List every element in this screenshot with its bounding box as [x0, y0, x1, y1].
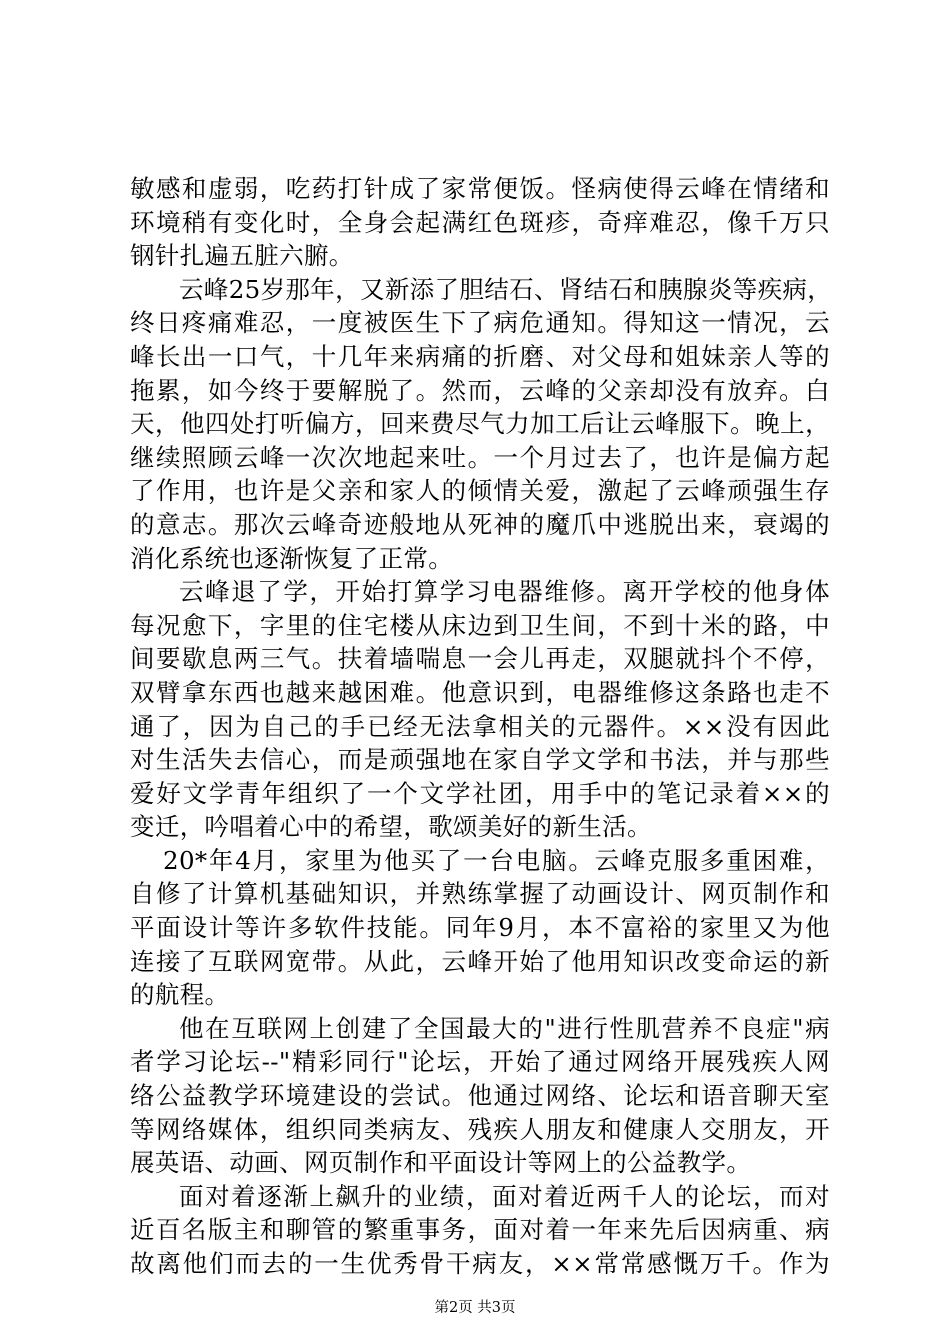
text-line: 消化系统也逐渐恢复了正常。	[130, 543, 454, 573]
text-line: 敏感和虚弱，吃药打针成了家常便饭。怪病使得云峰在情绪和	[130, 174, 830, 203]
text-line: 对生活失去信心，而是顽强地在家自学文学和书法，并与那些	[130, 745, 830, 775]
text-line: 天，他四处打听偏方，回来费尽气力加工后让云峰服下。晚上，	[130, 409, 830, 439]
text-line: 钢针扎遍五脏六腑。	[130, 241, 354, 271]
text-line: 故离他们而去的一生优秀骨干病友，××常常感慨万千。作为	[130, 1249, 830, 1278]
text-line: 展英语、动画、网页制作和平面设计等网上的公益教学。	[130, 1148, 752, 1178]
text-line: 了作用，也许是父亲和家人的倾情关爱，激起了云峰顽强生存	[130, 476, 830, 506]
text-line: 等网络媒体，组织同类病友、残疾人朋友和健康人交朋友，开	[130, 1114, 830, 1144]
text-line: 面对着逐渐上飙升的业绩，面对着近两千人的论坛，而对	[179, 1181, 830, 1211]
text-line: 20*年4月，家里为他买了一台电脑。云峰克服多重困难，	[163, 845, 830, 875]
text-line: 的航程。	[130, 980, 230, 1010]
text-line: 通了，因为自己的手已经无法拿相关的元器件。××没有因此	[130, 711, 830, 741]
paragraph	[130, 172, 830, 273]
paragraph	[130, 1180, 830, 1281]
text-line: 双臂拿东西也越来越困难。他意识到，电器维修这条路也走不	[130, 677, 830, 707]
document-body	[130, 172, 833, 1281]
text-line: 云峰退了学，开始打算学习电器维修。离开学校的他身体	[179, 577, 830, 607]
text-line: 每况愈下，字里的住宅楼从床边到卫生间，不到十米的路，中	[130, 610, 830, 640]
paragraph	[130, 1012, 830, 1180]
text-line: 的意志。那次云峰奇迹般地从死神的魔爪中逃脱出来，衰竭的	[130, 509, 830, 539]
paragraph	[130, 273, 833, 575]
text-line: 络公益教学环境建设的尝试。他通过网络、论坛和语音聊天室	[130, 1081, 830, 1111]
text-line: 间要歇息两三气。扶着墙喘息一会儿再走，双腿就抖个不停，	[130, 644, 830, 674]
text-line: 平面设计等许多软件技能。同年9月，本不富裕的家里又为他	[130, 913, 830, 943]
paragraph	[130, 575, 830, 844]
text-line: 他在互联网上创建了全国最大的"进行性肌营养不良症"病	[179, 1013, 830, 1043]
text-line: 云峰25岁那年，又新添了胆结石、肾结石和胰腺炎等疾病，	[179, 274, 833, 304]
paragraph	[130, 844, 830, 1012]
text-line: 拖累，如今终于要解脱了。然而，云峰的父亲却没有放弃。白	[130, 375, 830, 405]
text-line: 变迁，吟唱着心中的希望，歌颂美好的新生活。	[130, 812, 652, 842]
page-footer: 第2页 共3页	[434, 1300, 516, 1316]
text-line: 连接了互联网宽带。从此，云峰开始了他用知识改变命运的新	[130, 946, 830, 976]
text-line: 环境稍有变化时，全身会起满红色斑疹，奇痒难忍，像千万只	[130, 207, 830, 237]
text-line: 者学习论坛--"精彩同行"论坛，开始了通过网络开展残疾人网	[130, 1047, 830, 1077]
text-line: 近百名版主和聊管的繁重事务，面对着一年来先后因病重、病	[130, 1215, 830, 1245]
text-line: 继续照顾云峰一次次地起来吐。一个月过去了，也许是偏方起	[130, 442, 830, 472]
text-line: 自修了计算机基础知识，并熟练掌握了动画设计、网页制作和	[130, 879, 830, 909]
text-line: 终日疼痛难忍，一度被医生下了病危通知。得知这一情况，云	[130, 308, 830, 338]
text-line: 爱好文学青年组织了一个文学社团，用手中的笔记录着××的	[130, 778, 830, 808]
text-line: 峰长出一口气，十几年来病痛的折磨、对父母和姐妹亲人等的	[130, 341, 830, 371]
